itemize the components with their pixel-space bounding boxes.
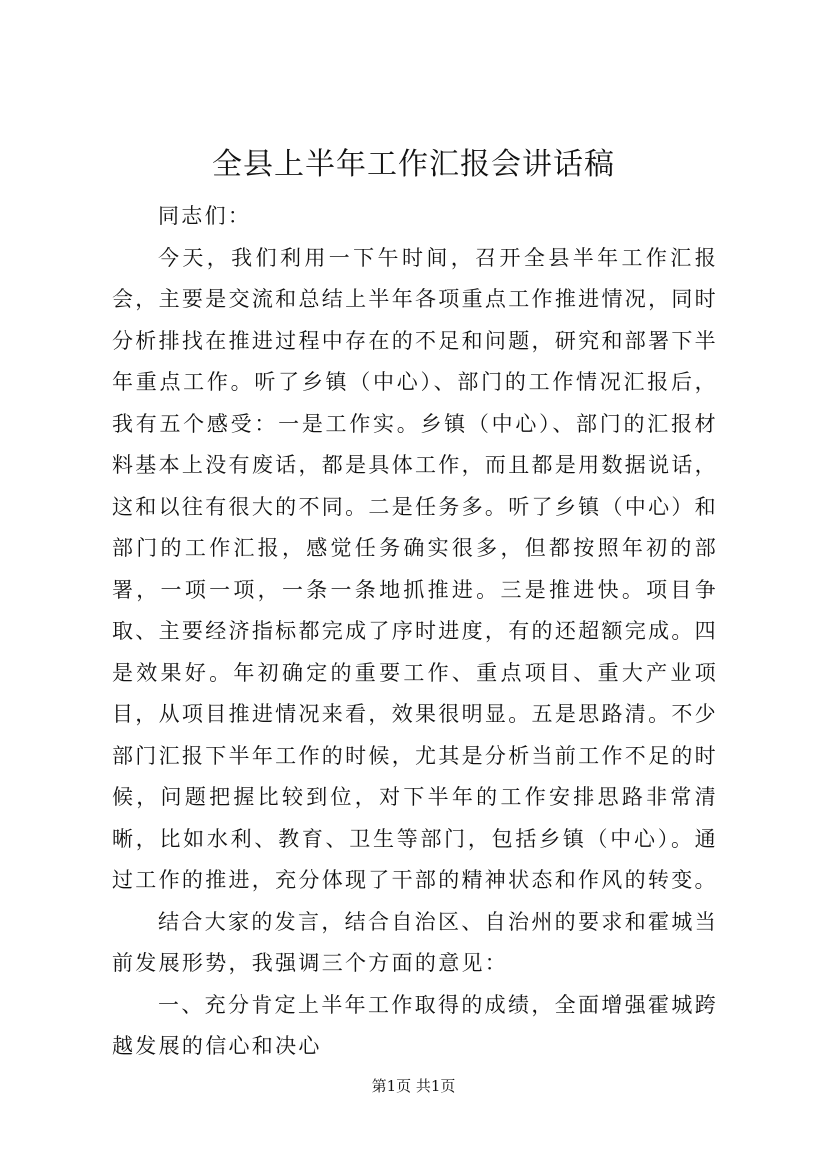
salutation-paragraph: 同志们： [158,204,252,228]
body-paragraph: 结合大家的发言，结合自治区、自治州的要求和霍城当前发展形势，我强调三个方面的意见： [112,909,718,975]
section-heading-paragraph: 一、充分肯定上半年工作取得的成绩，全面增强霍城跨越发展的信心和决心 [112,992,718,1058]
document-title: 全县上半年工作汇报会讲话稿 [212,147,615,182]
page-number-footer: 第1页 共1页 [371,1077,456,1095]
body-paragraph: 今天，我们利用一下午时间，召开全县半年工作汇报会，主要是交流和总结上半年各项重点工作推进情况，同时分析排找在推进过程中存在的不足和问题，研究和部署下半年重点工作。听了乡镇（中心）、部门的工作情况汇报后，我有五个感受：一是工作实。乡镇（中心）、部门的汇报材料基本上没有废话，都是具体工作，而且都是用数据说话，这和以往有很大的不同。二是任务多。听了乡镇（中心）和部门的工作汇报，感觉任务确实很多，但都按照年初的部署，一项一项，一条一条地抓推进。三是推进快。项目争取、主要经济指标都完成了序时进度，有的还超额完成。四是效果好。年初确定的重要工作、重点项目、重大产业项目，从项目推进情况来看，效果很明显。五是思路清。不少部门汇报下半年工作的时候，尤其是分析当前工作不足的时候，问题把握比较到位，对下半年的工作安排思路非常清晰，比如水利、教育、卫生等部门，包括乡镇（中心）。通过工作的推进，充分体现了干部的精神状态和作风的转变。 [112,245,718,892]
document-body [112,196,718,1068]
